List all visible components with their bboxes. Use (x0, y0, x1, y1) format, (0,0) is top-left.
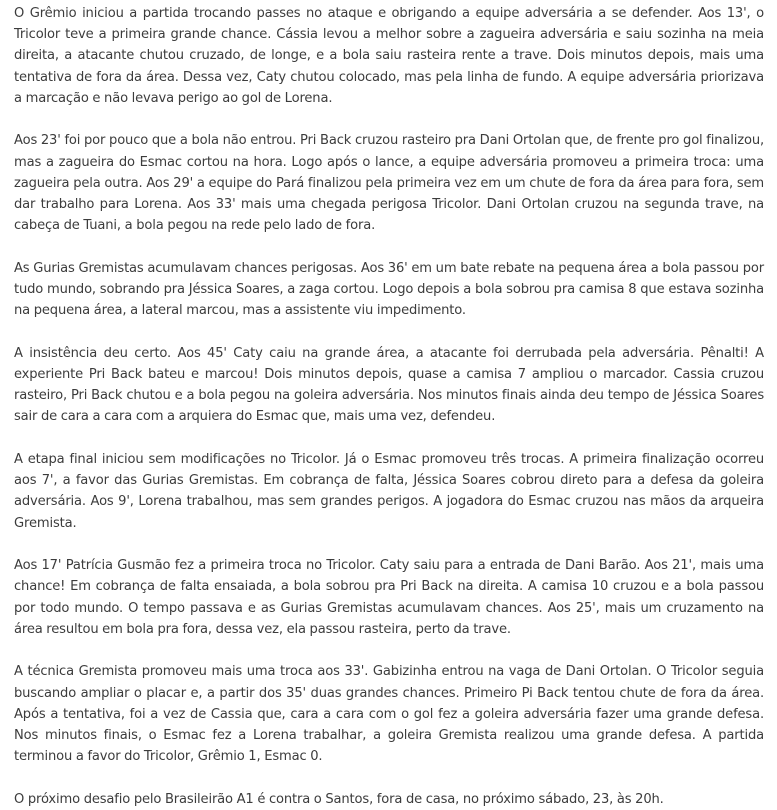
article-paragraph: A insistência deu certo. Aos 45' Caty caiu na grande área, a atacante foi derrubada pela adversária. Pênalti! A experiente Pri Back bateu e marcou! Dois minutos depois, quase a camisa 7 ampliou o marcador. Cassia cruzou rasteiro, Pri Back chutou e a bola pegou na goleira adversária. Nos minutos finais ainda deu tempo de Jéssica Soares sair de cara a cara com a arquiera do Esmac que, mais uma vez, defendeu. (14, 345, 764, 425)
article-paragraph: A técnica Gremista promoveu mais uma troca aos 33'. Gabizinha entrou na vaga de Dani Ortolan. O Tricolor seguia buscando ampliar o placar e, a partir dos 35' duas grandes chances. Primeiro Pi Back tentou chute de fora da área. Após a tentativa, foi a vez de Cassia que, cara a cara com o gol fez a goleira adversária fazer uma grande defesa. Nos minutos finais, o Esmac fez a Lorena trabalhar, a goleira Gremista realizou uma grande defesa. A partida terminou a favor do Tricolor, Grêmio 1, Esmac 0. (14, 664, 764, 765)
article-paragraph: O Grêmio iniciou a partida trocando passes no ataque e obrigando a equipe adversária a se defender. Aos 13', o Tricolor teve a primeira grande chance. Cássia levou a melhor sobre a zagueira adversária e saiu sozinha na meia direita, a atacante chutou cruzado, de longe, e a bola saiu rasteira rente a trave. Dois minutos depois, mais uma tentativa de fora da área. Dessa vez, Caty chutou colocado, mas pela linha de fundo. A equipe adversária priorizava a marcação e não levava perigo ao gol de Lorena. (14, 6, 764, 106)
article-paragraph: As Gurias Gremistas acumulavam chances perigosas. Aos 36' em um bate rebate na pequena área a bola passou por tudo mundo, sobrando pra Jéssica Soares, a zaga cortou. Logo depois a bola sobrou pra camisa 8 que estava sozinha na pequena área, a lateral marcou, mas a assistente viu impedimento. (14, 260, 764, 319)
article-body (14, 3, 764, 810)
article-paragraph: Aos 23' foi por pouco que a bola não entrou. Pri Back cruzou rasteiro pra Dani Ortolan que, de frente pro gol finalizou, mas a zagueira do Esmac cortou na hora. Logo após o lance, a equipe adversária promoveu a primeira troca: uma zagueira pela outra. Aos 29' a equipe do Pará finalizou pela primeira vez em um chute de fora da área para fora, sem dar trabalho para Lorena. Aos 33' mais uma chegada perigosa Tricolor. Dani Ortolan cruzou na segunda trave, na cabeça de Tuani, a bola pegou na rede pelo lado de fora. (14, 133, 764, 234)
article-paragraph: A etapa final iniciou sem modificações no Tricolor. Já o Esmac promoveu três trocas. A primeira finalização ocorreu aos 7', a favor das Gurias Gremistas. Em cobrança de falta, Jéssica Soares cobrou direto para a defesa da goleira adversária. Aos 9', Lorena trabalhou, mas sem grandes perigos. A jogadora do Esmac cruzou nas mãos da arqueira Gremista. (14, 452, 764, 531)
article-paragraph: O próximo desafio pelo Brasileirão A1 é contra o Santos, fora de casa, no próximo sábado, 23, às 20h. (14, 791, 664, 807)
article-paragraph: Aos 17' Patrícia Gusmão fez a primeira troca no Tricolor. Caty saiu para a entrada de Dani Barão. Aos 21', mais uma chance! Em cobrança de falta ensaiada, a bola sobrou pra Pri Back na direita. A camisa 10 cruzou e a bola passou por todo mundo. O tempo passava e as Gurias Gremistas acumulavam chances. Aos 25', mais um cruzamento na área resultou em bola pra fora, dessa vez, ela passou rasteira, perto da trave. (14, 558, 764, 637)
